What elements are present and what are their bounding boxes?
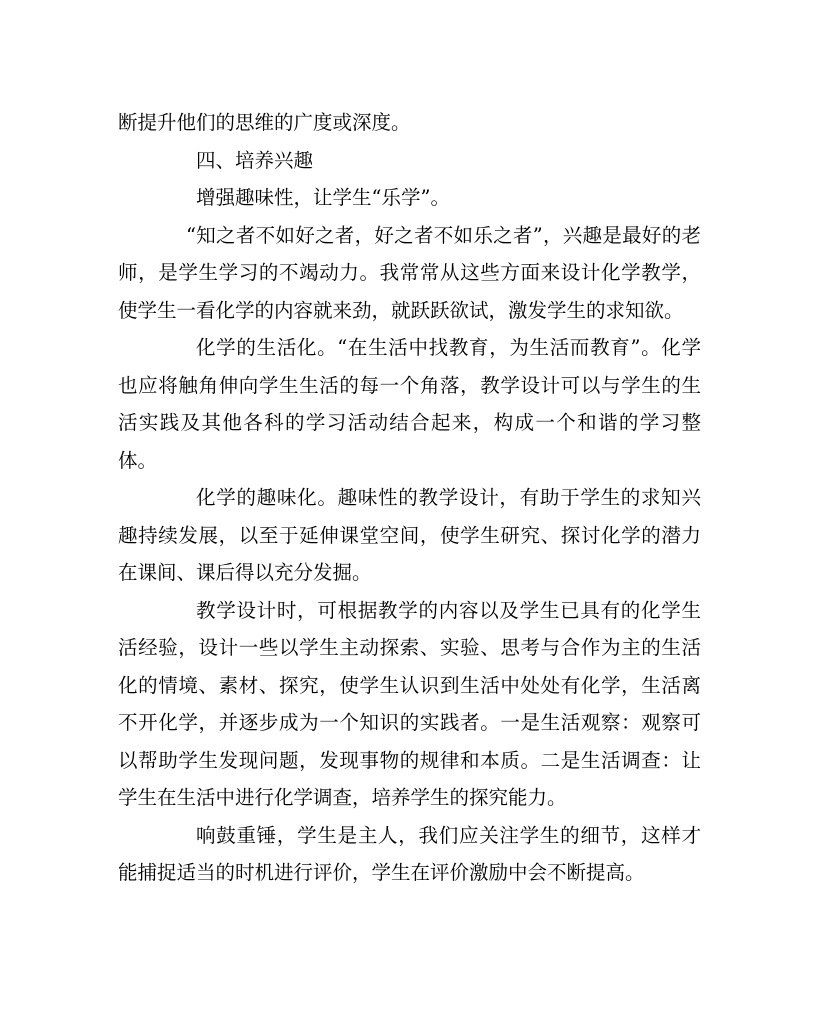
- paragraph-evaluation: 响鼓重锤，学生是主人，我们应关注学生的细节，这样才能捕捉适当的时机进行评价，学生在评价激励中会不断提高。: [118, 823, 701, 884]
- paragraph-fun-oriented: 化学的趣味化。趣味性的教学设计，有助于学生的求知兴趣持续发展，以至于延伸课堂空间，使学生研究、探讨化学的潜力在课间、课后得以充分发掘。: [118, 486, 701, 584]
- paragraph-continuation: 断提升他们的思维的广度或深度。: [118, 111, 411, 134]
- section-heading: 四、培养兴趣: [196, 148, 314, 172]
- subheading-fun-learning: 增强趣味性，让学生“乐学”。: [196, 186, 450, 209]
- paragraph-teaching-design: 教学设计时，可根据教学的内容以及学生已具有的化学生活经验，设计一些以学生主动探索、实验、思考与合作为主的生活化的情境、素材、探究，使学生认识到生活中处处有化学，生活离不开化学，并逐步成为一个知识的实践者。一是生活观察：观察可以帮助学生发现问题，发现事物的规律和本质。二是生活调查：让学生在生活中进行化学调查，培养学生的探究能力。: [118, 598, 701, 809]
- document-body: [118, 104, 701, 892]
- paragraph-life-oriented: 化学的生活化。“在生活中找教育，为生活而教育”。化学也应将触角伸向学生生活的每一个角落，教学设计可以与学生的生活实践及其他各科的学习活动结合起来，构成一个和谐的学习整体。: [118, 336, 701, 472]
- paragraph-interest-quote: “知之者不如好之者，好之者不如乐之者”，兴趣是最好的老师，是学生学习的不竭动力。我常常从这些方面来设计化学教学，使学生一看化学的内容就来劲，就跃跃欲试，激发学生的求知欲。: [118, 223, 701, 322]
